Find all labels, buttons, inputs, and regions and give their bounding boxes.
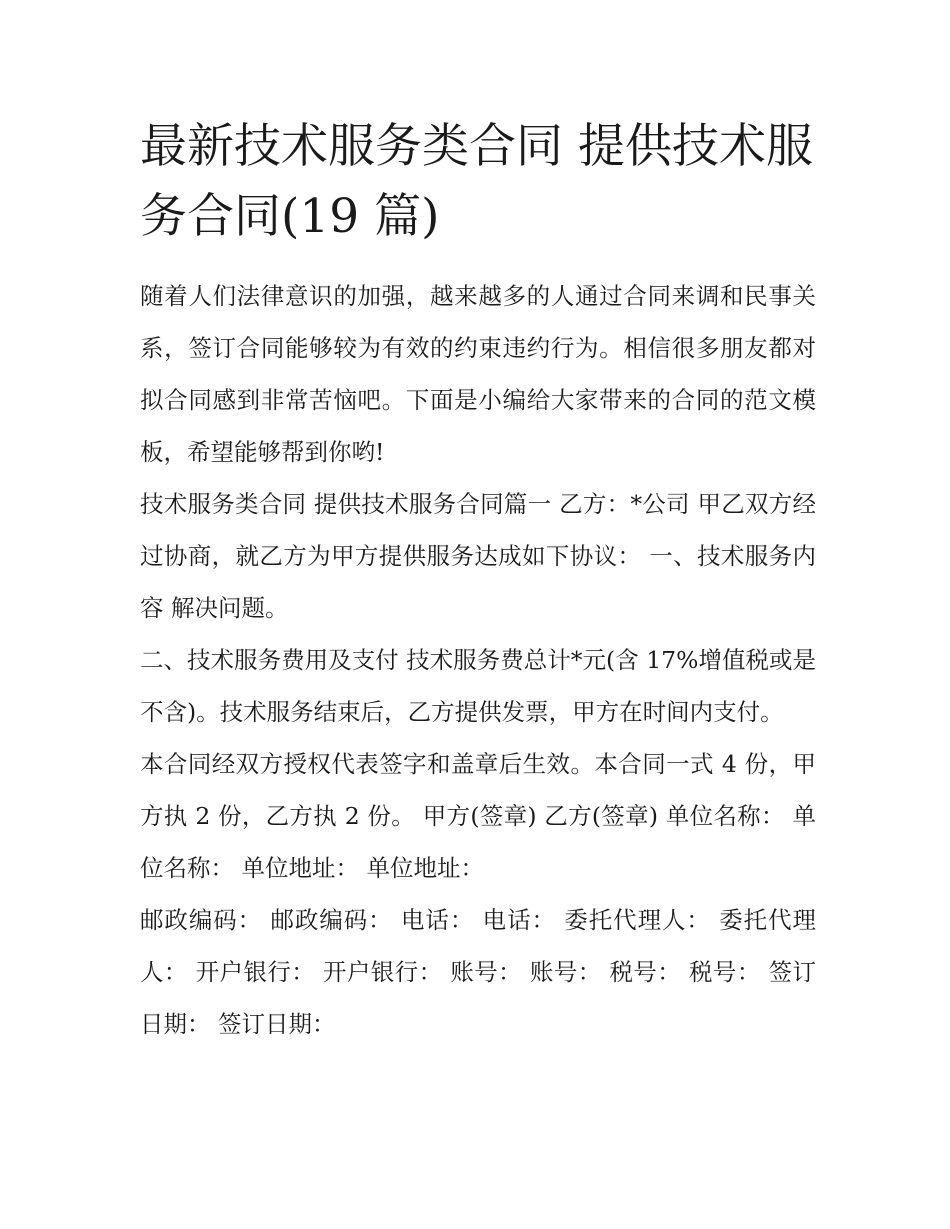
service-fee-paragraph: 二、技术服务费用及支付 技术服务费总计*元(含 17%增值税或是不含)。技术服务结束后，乙方提供发票，甲方在时间内支付。 [140, 646, 816, 726]
effective-signature-paragraph: 本合同经双方授权代表签字和盖章后生效。本合同一式 4 份，甲方执 2 份，乙方执 2 份。 甲方(签章) 乙方(签章) 单位名称： 单位名称： 单位地址： 单位地址： [140, 750, 816, 882]
contact-details-paragraph: 邮政编码： 邮政编码： 电话： 电话： 委托代理人： 委托代理人： 开户银行： 开户银行： 账号： 账号： 税号： 税号： 签订日期： 签订日期： [140, 906, 816, 1038]
document-page [140, 112, 816, 1050]
intro-paragraph: 随着人们法律意识的加强，越来越多的人通过合同来调和民事关系，签订合同能够较为有效的约束违约行为。相信很多朋友都对拟合同感到非常苦恼吧。下面是小编给大家带来的合同的范文模板，希望能够帮到你哟! [140, 282, 816, 466]
document-title: 最新技术服务类合同 提供技术服务合同(19 篇) [140, 119, 813, 244]
contract-parties-paragraph: 技术服务类合同 提供技术服务合同篇一 乙方：*公司 甲乙双方经过协商，就乙方为甲方提供服务达成如下协议： 一、技术服务内容 解决问题。 [140, 490, 816, 622]
